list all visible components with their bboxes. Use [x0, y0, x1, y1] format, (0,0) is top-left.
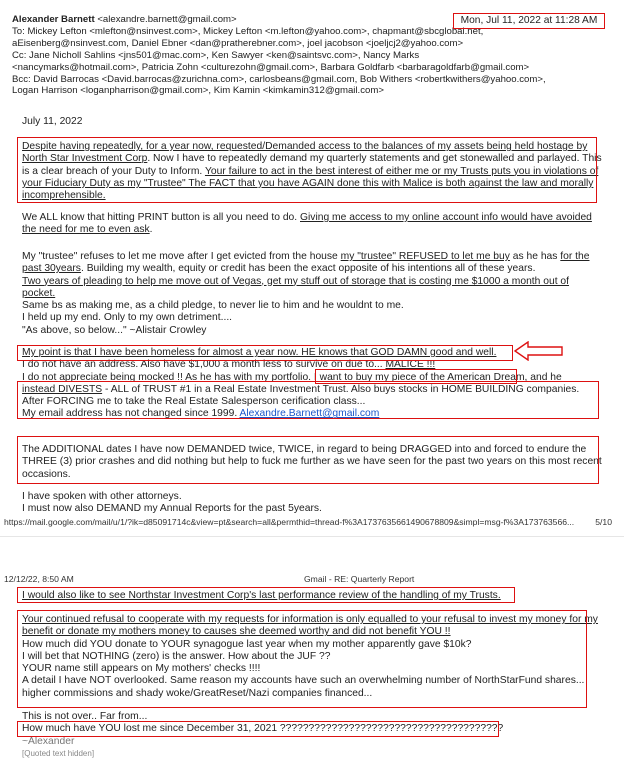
p2-text-2: .	[149, 224, 153, 236]
page-2-p2-underlined: Your continued refusal to cooperate with my requests for information is only equalled to your refusal to invest my money for my benefit or donate my mothers money to causes she deemed worthy and did not benefit YOU !!	[22, 614, 598, 638]
paragraph-6	[22, 491, 602, 516]
p3-text-3: . Building my wealth, equity or credit has been the exact opposite of his intentions all of these years.	[80, 263, 536, 275]
p3-line-1: Same bs as making me, as a child pledge, to never lie to him and he wouldnt to me.	[22, 300, 404, 312]
p4-line-4: After FORCING me to take the Real Estate Salesperson cerification class...	[22, 396, 366, 408]
p3-line-2: I held up my end. Only to my own detriment....	[22, 312, 233, 324]
p4-line-2b: and he	[527, 371, 562, 383]
bcc-line-2: Logan Harrison <loganpharrison@gmail.com>, Kim Kamin <kimkamin312@gmail.com>	[12, 85, 384, 97]
p3-underlined-1: my "trustee" REFUSED to let me buy	[340, 251, 510, 262]
page-2-p3-line-2: How much have YOU lost me since December 31, 2021 ???????????????????????????????????????	[22, 723, 504, 735]
quoted-text-hidden[interactable]: [Quoted text hidden]	[22, 748, 95, 758]
p4-line-3a: - ALL of TRUST #1 in a Real Estate Investment Trust. Also buys stocks in HOME BUILDING companies.	[102, 383, 580, 395]
highlight-box-1	[17, 137, 597, 203]
page-2-p2-line-2: I will bet that NOTHING (zero) is the answer. How about the JUF ??	[22, 650, 331, 662]
p4-line-2u: I want to buy my piece of the American Dream,	[313, 371, 528, 383]
paragraph-2	[22, 212, 602, 237]
p1-underlined-2: Your failure to act in the best interest of either me or my Trusts puts you in violations of your Fiduciary Duty as my "Trustee" The FACT that you have AGAIN done this with Malice is both against the law and morally incomprehensible.	[22, 165, 599, 202]
print-footer	[4, 517, 618, 527]
sender-email: <alexandre.barnett@gmail.com>	[97, 14, 237, 25]
p4-line-2a: I do not appreciate being mocked !! As he has with my portfolio.	[22, 371, 314, 383]
p2-text-1: We ALL know that hitting PRINT button is all you need to do.	[22, 212, 300, 223]
p4-underlined-1: My point is that I have been homeless for almost a year now. HE knows that GOD DAMN good and well.	[22, 347, 497, 358]
highlight-box-6	[17, 587, 515, 603]
p3-underlined-3: Two years of pleading to help me move out of Vegas, get my stuff out of storage that is costing me $1000 a month out of pocket.	[22, 275, 570, 299]
p3-text-2: as he has	[509, 251, 561, 262]
dateline	[22, 116, 602, 128]
p1-underlined-1: Despite having repeatedly, for a year now, requested/Demanded access to the balances of my assets being held hostage by North Star Investment Corp	[22, 141, 588, 165]
page-2-timestamp: 12/12/22, 8:50 AM	[4, 574, 74, 584]
cc-line-2: <nancymarks@hotmail.com>, Patricia Zohn <culturezohn@gmail.com>, Barbara Goldfarb <barbaragoldfarb@gmail.com>	[12, 61, 530, 73]
p6-line-2: I must now also DEMAND my Annual Reports for the past 5years.	[22, 503, 322, 515]
to-line-2: aEisenberg@nsinvest.com, Daniel Ebner <dan@pratherebner.com>, joel jacobson <joeljcj2@yahoo.com>	[12, 37, 464, 49]
page-2-p3-line-1: This is not over.. Far from...	[22, 711, 148, 722]
p4-line-1a: I do not have an address. Also have $1,000 a month less to survive on due to...	[22, 359, 386, 371]
footer-url: https://mail.google.com/mail/u/1/?ik=d85091714c&view=pt&search=all&permthid=thread-f%3A1737635661490678809&simpl=msg-f%3A173763566...	[4, 517, 575, 527]
email-link[interactable]: Alexandre.Barnett@gmail.com	[239, 408, 380, 420]
dateline-text: July 11, 2022	[22, 116, 83, 127]
printed-page-2	[0, 566, 624, 765]
p4-line-1u: MALICE !!!	[385, 359, 436, 371]
arrow-left-icon	[514, 341, 564, 361]
p6-line-1: I have spoken with other attorneys.	[22, 491, 182, 502]
highlight-box-8	[17, 721, 499, 737]
highlight-box-4	[17, 381, 599, 419]
highlight-box-5	[17, 436, 599, 484]
cc-line-1: Cc: Jane Nicholl Sahlins <jns501@mac.com>, Ken Sawyer <ken@saintsvc.com>, Nancy Marks	[12, 49, 420, 61]
footer-page-number: 5/10	[595, 517, 612, 527]
bcc-line-1: Bcc: David Barrocas <David.barrocas@zurichna.com>, carlosbeans@gmail.com, Bob Withers <robertkwithers@yahoo.com>,	[12, 73, 546, 85]
page-2-header	[4, 574, 618, 584]
to-line-1: To: Mickey Lefton <mlefton@nsinvest.com>, Mickey Lefton <m.lefton@yahoo.com>, chapmant@sbcglobal.net,	[12, 25, 484, 37]
p3-line-3: "As above, so below..." ~Alistair Crowley	[22, 324, 207, 336]
highlight-box-7	[17, 610, 587, 708]
p2-underlined-1: Giving me access to my online account info would have avoided the need for me to even ask	[22, 212, 592, 236]
p5-text: The ADDITIONAL dates I have now DEMANDED twice, TWICE, in regard to being DRAGGED into and forced to endure the THREE (3) prior crashes and did nothing but help to fuck me further as we have seen for the past two years on this most recent occasions.	[22, 444, 602, 480]
p3-underlined-2: for the past 30years	[22, 251, 590, 275]
email-date: Mon, Jul 11, 2022 at 11:28 AM	[453, 13, 605, 29]
page-2-title: Gmail - RE: Quarterly Report	[304, 574, 415, 584]
p4-line-3u: instead DIVESTS	[22, 383, 103, 395]
page-break	[0, 536, 624, 567]
signoff: ~Alexander	[22, 735, 75, 747]
p4-line-5a: My email address has not changed since 1999.	[22, 408, 240, 420]
highlight-box-2	[17, 345, 513, 361]
page-2-p2-line-3: YOUR name still appears on My mothers' checks !!!!	[22, 663, 261, 675]
page-2-p2-line-4: A detail I have NOT overlooked. Same reason my accounts have such an overwhelming number of NorthStarFund shares... higher commissions and shady woke/GreatReset/Nazi companies financed...	[22, 675, 585, 699]
p1-text-1: . Now I have to repeatedly demand my quarterly statements and get stonewalled and parlayed. This is a clear breach of your Duty to Inform.	[22, 153, 602, 177]
p3-text-1: My "trustee" refuses to let me move after I get evicted from the house	[22, 251, 341, 262]
sender-name: Alexander Barnett	[12, 14, 95, 25]
page-2-p2-line-1: How much did YOU donate to YOUR synagogue last year when my mother apparently gave $10k?	[22, 638, 472, 650]
page-2-p1-text: I would also like to see Northstar Investment Corp's last performance review of the handling of my Trusts.	[22, 590, 501, 601]
paragraph-3	[22, 251, 602, 337]
